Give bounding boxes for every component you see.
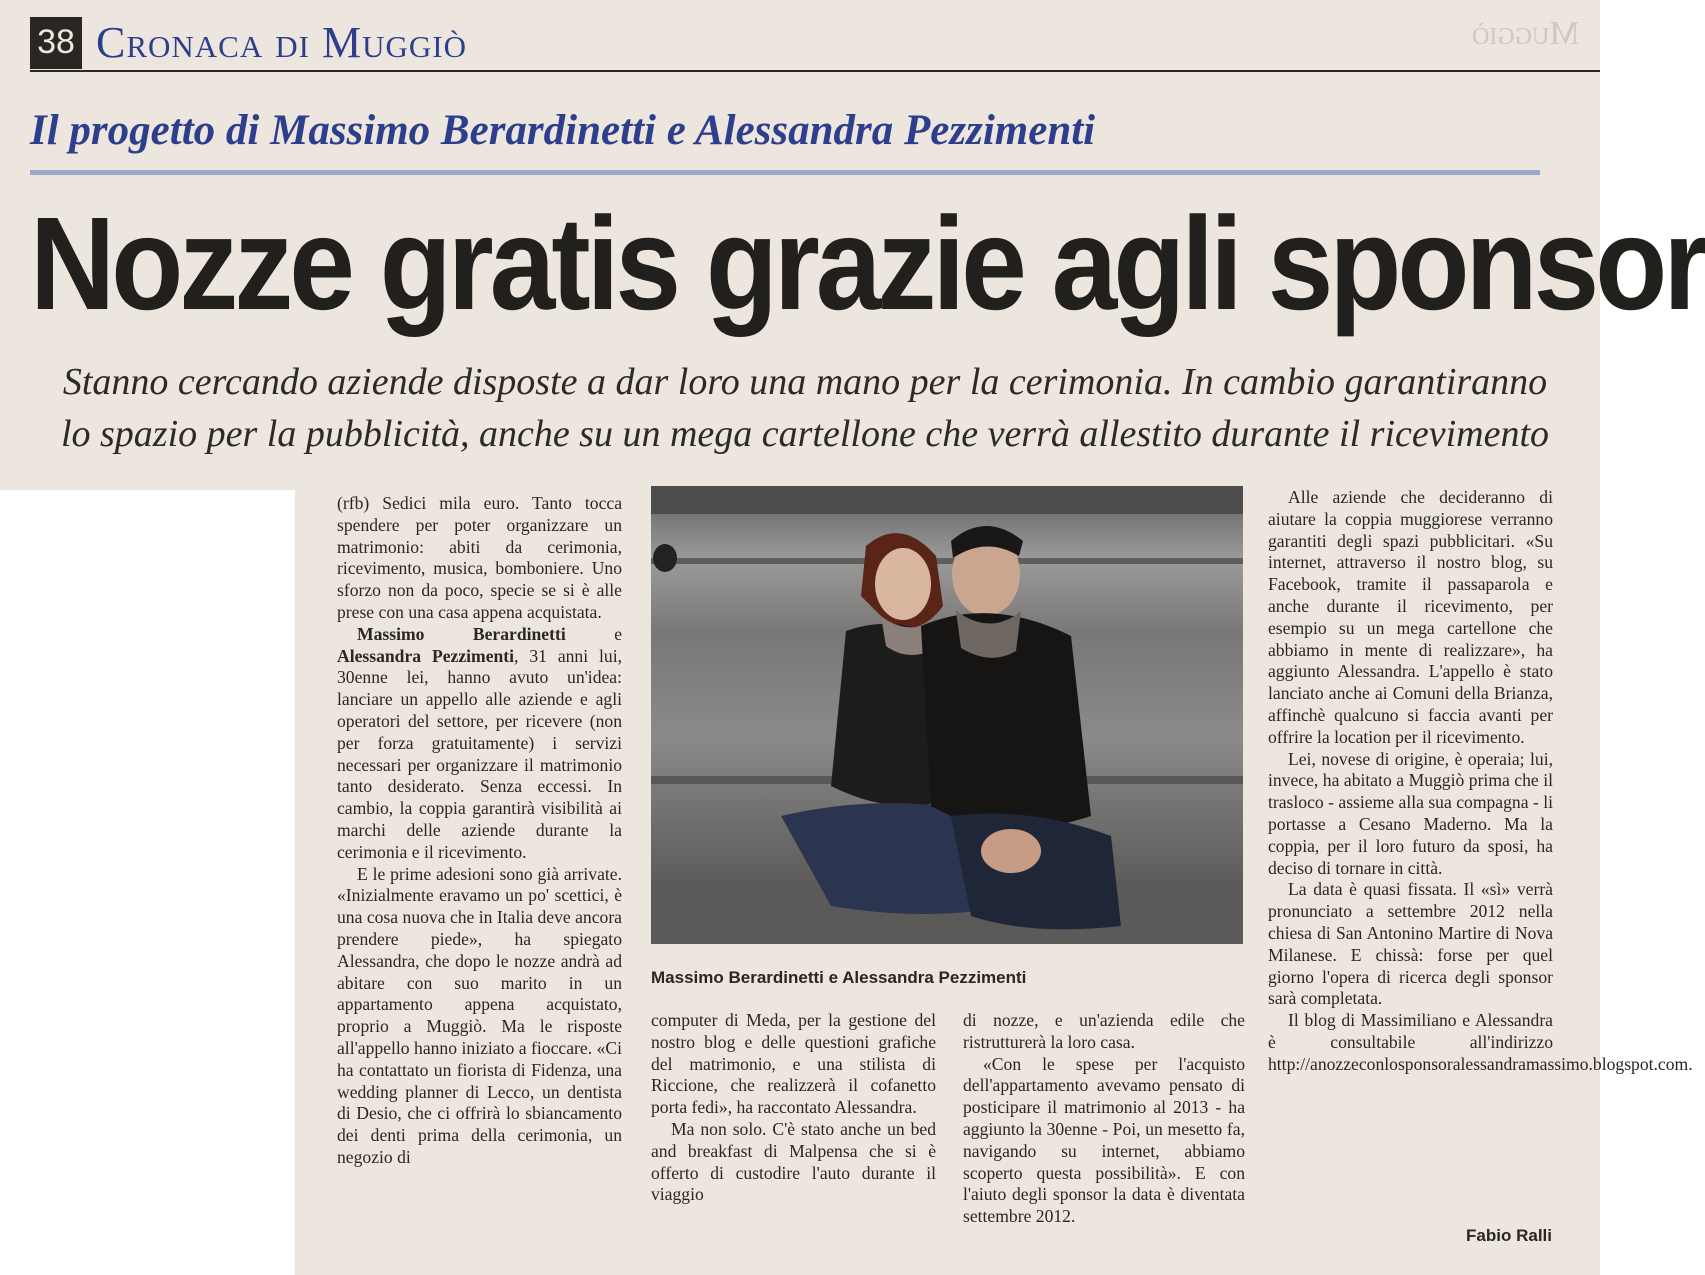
subheadline-line-2: lo spazio per la pubblicità, anche su un mega cartellone che verrà allestito durante il ricevimento <box>60 413 1550 455</box>
paragraph: di nozze, e un'azienda edile che ristrutturerà la loro casa. <box>963 1010 1245 1052</box>
paragraph: Ma non solo. C'è stato anche un bed and breakfast di Malpensa che si è offerto di custodire l'auto durante il viaggio <box>651 1118 936 1205</box>
bleed-through-text: Muggiò <box>1472 15 1580 52</box>
kicker-divider <box>30 170 1540 175</box>
section-title: Cronaca di Muggiò <box>96 18 467 67</box>
kicker: Il progetto di Massimo Berardinetti e Alessandra Pezzimenti <box>30 107 1096 154</box>
subheadline <box>30 356 1580 460</box>
paragraph: Alle aziende che decideranno di aiutare la coppia muggiorese verranno garantiti degli spazi pubblicitari. «Su internet, attraverso il nostro blog, su Facebook, tramite il passaparola e anche durante il ricevimento, per esempio su un mega cartellone che abbiamo in mente di realizzare», ha aggiunto Alessandra. L'appello è stato lanciato anche ai Comuni della Brianza, affinchè qualcuno si faccia avanti per offrire la location per il ricevimento. <box>1268 487 1553 747</box>
conjunction: e <box>565 623 622 644</box>
person-name: Alessandra Pezzimenti <box>337 645 515 666</box>
article-column-3 <box>963 1010 1245 1228</box>
paragraph: Il blog di Massimiliano e Alessandra è consultabile all'indirizzo http://anozzeconlosponsoralessandramassimo.blogspot.com. <box>1268 1010 1693 1074</box>
paragraph: computer di Meda, per la gestione del nostro blog e delle questioni grafiche del matrimonio, e una stilista di Riccione, che realizzerà il cofanetto porta fedi», ha raccontato Alessandra. <box>651 1010 936 1118</box>
article-column-2 <box>651 1010 936 1206</box>
paragraph: «Con le spese per l'acquisto dell'appartamento avevamo pensato di posticipare il matrimonio al 2013 - ha aggiunto la 30enne - Poi, un mesetto fa, navigando su internet, abbiamo scoperto questa possibilità». E con l'aiuto degli sponsor la data è diventata settembre 2012. <box>963 1053 1245 1227</box>
paragraph: Lei, novese di origine, è operaia; lui, invece, ha abitato a Muggiò prima che il trasloco - assieme alla sua compagna - li portasse a Cesano Maderno. Ma la coppia, per il loro futuro da sposi, ha deciso di tornare in città. <box>1268 748 1553 878</box>
header-divider <box>30 70 1600 72</box>
page-number: 38 <box>30 17 82 69</box>
paragraph: (rfb) Sedici mila euro. Tanto tocca spendere per poter organizzare un matrimonio: abiti da cerimonia, ricevimento, musica, bomboniere. Uno sforzo non da poco, specie se si è alle prese con una casa appena acquistata. <box>337 493 622 622</box>
paragraph <box>337 624 622 864</box>
subheadline-line-1: Stanno cercando aziende disposte a dar loro una mano per la cerimonia. In cambio garantiranno <box>62 361 1548 403</box>
paragraph: E le prime adesioni sono già arrivate. «Inizialmente eravamo un po' scettici, è una cosa nuova che in Italia deve ancora prendere piede», ha spiegato Alessandra, che dopo le nozze andrà ad abitare con suo marito in un appartamento appena acquistato, proprio a Muggiò. Ma le risposte all'appello hanno iniziato a fioccare. «Ci ha contattato un fiorista di Fidenza, una wedding planner di Lecco, un dentista di Desio, che ci offrirà lo sbiancamento dei denti prima della cerimonia, un negozio di <box>337 863 622 1167</box>
couple-photo <box>651 486 1243 944</box>
person-name: Massimo Berardinetti <box>357 623 566 644</box>
article-column-4 <box>1268 487 1693 1076</box>
couple-photo-illustration <box>651 486 1243 944</box>
paragraph: La data è quasi fissata. Il «sì» verrà pronunciato a settembre 2012 nella chiesa di San Antonino Martire di Nova Milanese. E chissà: forse per quel giorno l'opera di ricerca degli sponsor sarà completata. <box>1268 879 1553 1009</box>
byline: Fabio Ralli <box>1466 1226 1552 1245</box>
photo-caption: Massimo Berardinetti e Alessandra Pezzimenti <box>651 968 1027 987</box>
headline: Nozze gratis grazie agli sponsor <box>30 190 1705 339</box>
paragraph-text: , 31 anni lui, 30enne lei, hanno avuto un'idea: lanciare un appello alle aziende e agli operatori del settore, per ricevere (non per forza gratuitamente) i servizi necessari per organizzare il matrimonio tanto desiderato. Senza eccessi. In cambio, la coppia garantirà visibilità ai marchi delle aziende durante la cerimonia e il ricevimento. <box>337 645 622 862</box>
article-column-1 <box>337 493 622 1169</box>
page-header <box>30 15 467 70</box>
